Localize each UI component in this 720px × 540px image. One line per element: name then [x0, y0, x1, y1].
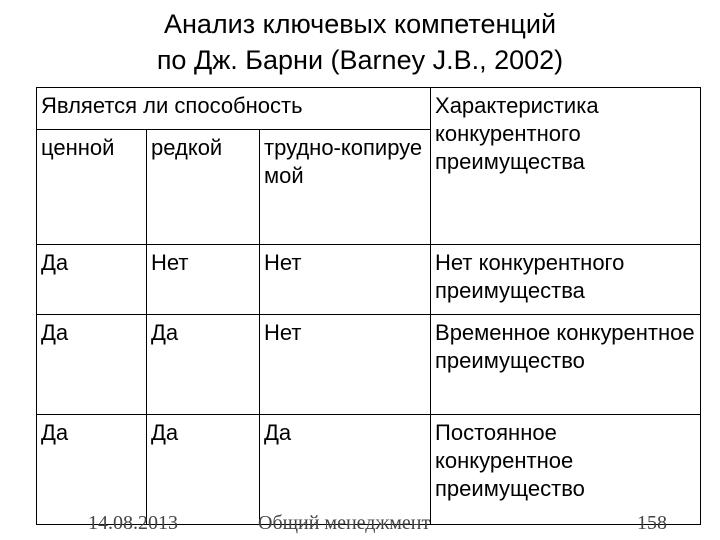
cell-rare: Нет	[147, 245, 260, 315]
header-capability-group: Является ли способность	[37, 88, 431, 130]
cell-valuable: Да	[37, 245, 147, 315]
header-characteristic: Характеристика конкурентного преимущества	[431, 88, 701, 245]
competence-table	[36, 87, 701, 525]
cell-inimitable: Нет	[260, 315, 431, 415]
cell-valuable: Да	[37, 415, 147, 525]
cell-rare: Да	[147, 315, 260, 415]
cell-inimitable: Нет	[260, 245, 431, 315]
subheader-rare: редкой	[147, 130, 260, 245]
cell-valuable: Да	[37, 315, 147, 415]
table-row	[37, 245, 701, 315]
slide-title-line-1: Анализ ключевых компетенций	[163, 9, 557, 39]
slide-title-line-2: по Дж. Барни (Barney J.B., 2002)	[156, 45, 564, 75]
footer-date: 14.08.2013	[88, 512, 178, 534]
slide-title	[0, 6, 720, 78]
cell-characteristic: Нет конкурентного преимущества	[431, 245, 701, 315]
cell-inimitable: Да	[260, 415, 431, 525]
cell-rare: Да	[147, 415, 260, 525]
cell-characteristic: Временное конкурентное преимущество	[431, 315, 701, 415]
subheader-valuable: ценной	[37, 130, 147, 245]
footer-course-name: Общий менеджмент	[258, 512, 431, 534]
cell-characteristic: Постоянное конкурентное преимущество	[431, 415, 701, 525]
table-row	[37, 315, 701, 415]
table-row	[37, 415, 701, 525]
footer-page-number: 158	[637, 512, 667, 534]
subheader-inimitable: трудно-копируемой	[260, 130, 431, 245]
table-header-row	[37, 88, 701, 130]
